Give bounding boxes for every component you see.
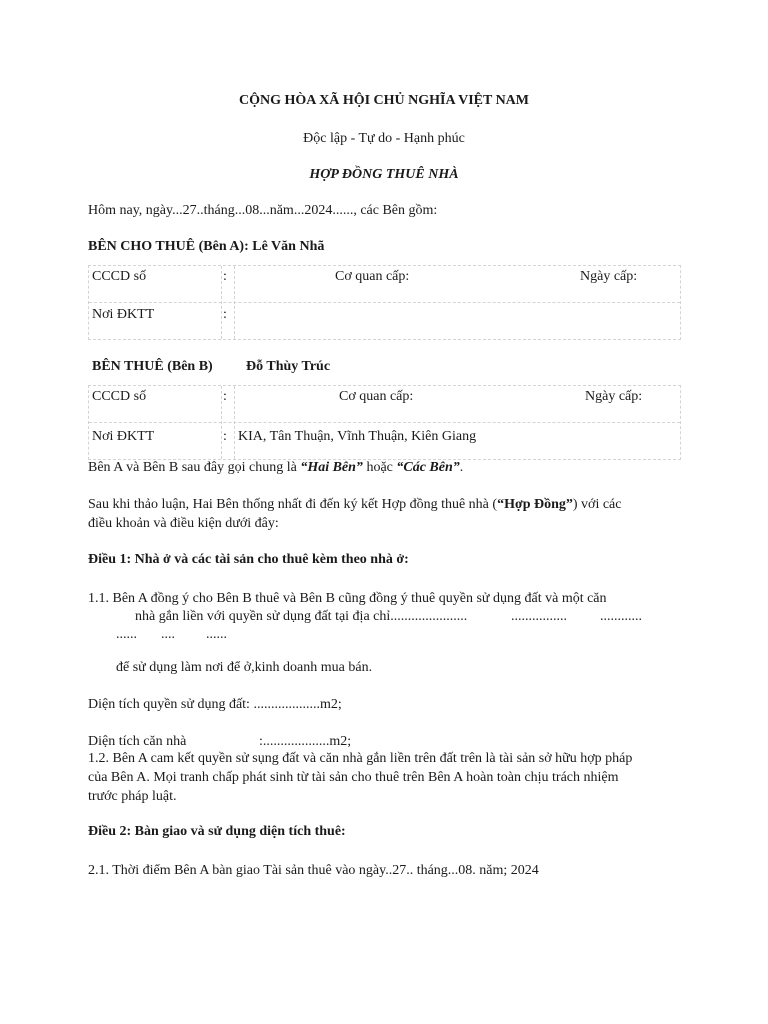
term-hop-dong: “Hợp Đồng” xyxy=(497,497,573,512)
republic-title: CỘNG HÒA XÃ HỘI CHỦ NGHĨA VIỆT NAM xyxy=(238,93,529,108)
clause-1-1-line-1: 1.1. Bên A đồng ý cho Bên B thuê và Bên B cũng đồng ý thuê quyền sử dụng đất và một căn xyxy=(88,591,607,606)
clause-1-1-dots-e: ...... xyxy=(206,627,227,642)
clause-1-1-dots-a: ................ xyxy=(511,609,567,624)
party-b-heading-label: BÊN THUÊ (Bên B) xyxy=(92,359,213,374)
clause-1-1-dots-c: ...... xyxy=(116,627,137,642)
agreement-line-2: điều khoản và điều kiện dưới đây: xyxy=(88,516,279,531)
party-b-id-row xyxy=(89,386,680,422)
article-1-heading: Điều 1: Nhà ở và các tài sản cho thuê kèm theo nhà ở: xyxy=(88,552,409,567)
parties-note: Bên A và Bên B sau đây gọi chung là “Hai Bên” hoặc “Các Bên”. xyxy=(88,460,464,475)
national-motto: Độc lập - Tự do - Hạnh phúc xyxy=(303,131,465,146)
party-b-residence-value: KIA, Tân Thuận, Vĩnh Thuận, Kiên Giang xyxy=(238,429,477,444)
party-a-residence-colon: : xyxy=(223,307,227,322)
party-b-date-label: Ngày cấp: xyxy=(585,389,643,404)
party-b-residence-row xyxy=(89,422,680,459)
party-a-id-colon: : xyxy=(223,269,227,284)
land-area-line: Diện tích quyền sử dụng đất: ...................m2; xyxy=(88,697,342,712)
intro-line: Hôm nay, ngày...27..tháng...08...năm...2024......, các Bên gồm: xyxy=(88,203,438,218)
party-b-id-colon: : xyxy=(223,389,227,404)
party-a-id-row xyxy=(89,266,680,302)
term-hai-ben: “Hai Bên” xyxy=(300,460,363,475)
party-b-name: Đỗ Thùy Trúc xyxy=(246,359,331,374)
clause-1-2-line-3: trước pháp luật. xyxy=(88,789,177,804)
party-a-issuer-label: Cơ quan cấp: xyxy=(335,269,410,284)
clause-2-1: 2.1. Thời điểm Bên A bàn giao Tài sản thuê vào ngày..27.. tháng...08. năm; 2024 xyxy=(88,863,539,878)
party-b-issuer-label: Cơ quan cấp: xyxy=(339,389,414,404)
clause-1-2-line-1: 1.2. Bên A cam kết quyền sử sụng đất và căn nhà gắn liền trên đất trên là tài sản sở hữu hợp pháp xyxy=(88,751,633,766)
clause-1-1-line-2: nhà gắn liền với quyền sử dụng đất tại địa chỉ...................... xyxy=(135,609,468,624)
party-a-table xyxy=(88,265,681,340)
party-a-residence-row xyxy=(89,302,680,339)
clause-1-1-dots-b: ............ xyxy=(600,609,642,624)
clause-1-2-line-2: của Bên A. Mọi tranh chấp phát sinh từ tài sản cho thuê trên Bên A hoàn toàn chịu trách nhiệm xyxy=(88,770,619,785)
term-cac-ben: “Các Bên” xyxy=(396,460,460,475)
party-a-heading: BÊN CHO THUÊ (Bên A): Lê Văn Nhã xyxy=(88,239,325,254)
party-a-id-label: CCCD số xyxy=(92,269,147,284)
article-2-heading: Điều 2: Bàn giao và sử dụng diện tích thuê: xyxy=(88,824,346,839)
party-b-residence-label: Nơi ĐKTT xyxy=(92,429,155,444)
purpose-line: để sử dụng làm nơi để ở,kinh doanh mua bán. xyxy=(116,660,373,675)
party-a-residence-label: Nơi ĐKTT xyxy=(92,307,155,322)
house-area-label: Diện tích căn nhà xyxy=(88,734,187,749)
agreement-line-1: Sau khi thảo luận, Hai Bên thống nhất đi đến ký kết Hợp đồng thuê nhà (“Hợp Đồng”) với các xyxy=(88,497,622,512)
contract-title: HỢP ĐỒNG THUÊ NHÀ xyxy=(309,167,459,182)
party-a-date-label: Ngày cấp: xyxy=(580,269,638,284)
party-b-residence-colon: : xyxy=(223,429,227,444)
party-b-table xyxy=(88,385,681,460)
clause-1-1-dots-d: .... xyxy=(161,627,175,642)
party-b-id-label: CCCD số xyxy=(92,389,147,404)
house-area-value: :...................m2; xyxy=(259,734,352,749)
